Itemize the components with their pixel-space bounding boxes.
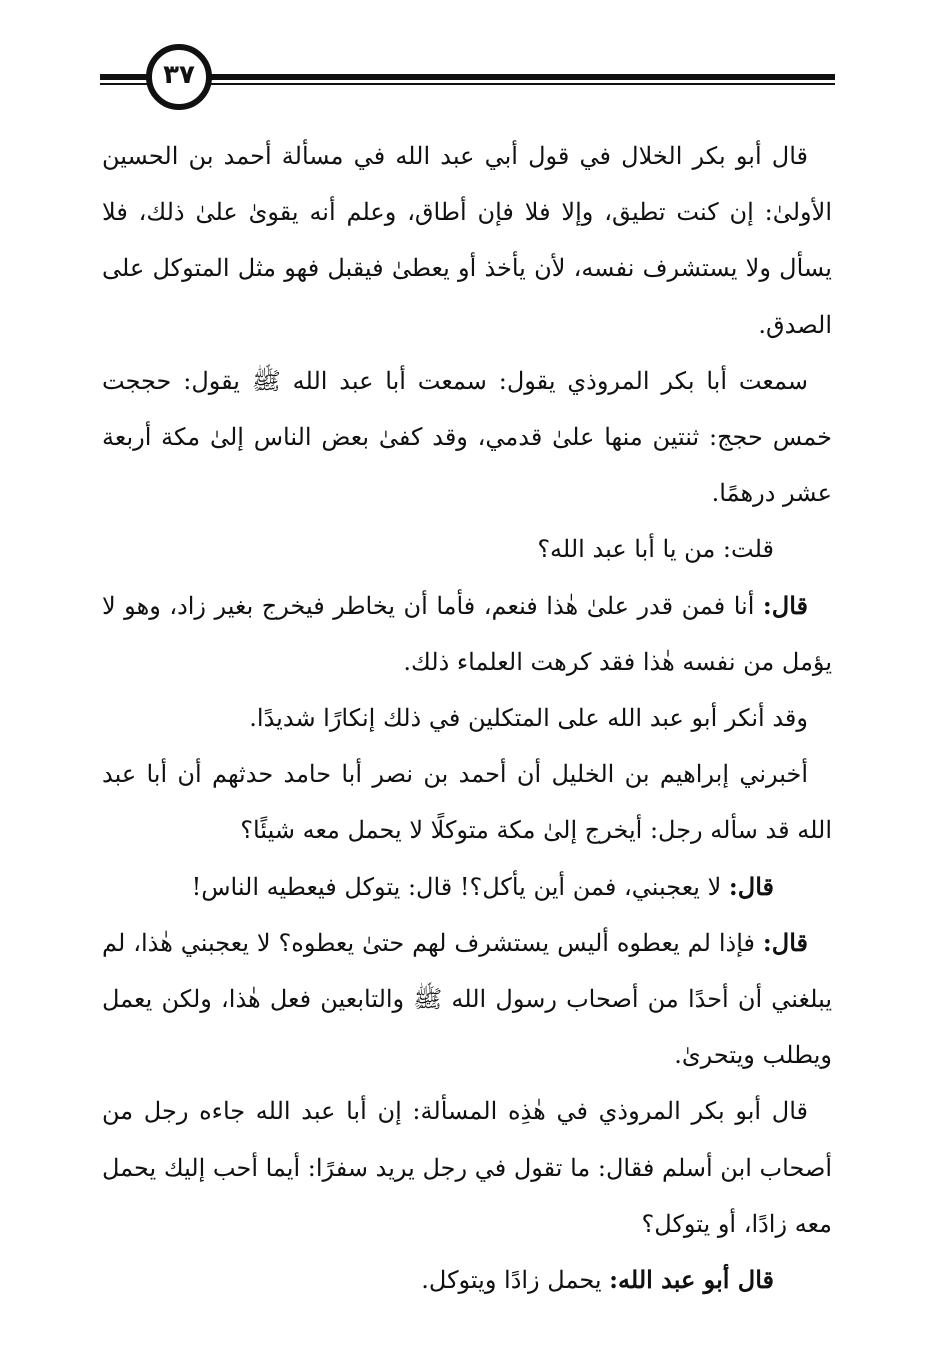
paragraph-text: فإذا لم يعطوه أليس يستشرف لهم حتىٰ يعطوه؟ لا يعجبني هٰذا، لم يبلغني أن أحدًا من أصحاب رسول الله ﷺ والتابعين فعل هٰذا، ولكن يعمل ويطلب ويتحرىٰ. <box>102 928 832 1070</box>
paragraph-lead: قال أبو عبد الله: <box>609 1265 774 1295</box>
paragraph <box>102 859 832 915</box>
page-number-circle <box>146 44 212 110</box>
paragraph <box>102 128 832 353</box>
paragraph-text: وقد أنكر أبو عبد الله على المتكلين في ذلك إنكارًا شديدًا. <box>249 704 808 733</box>
paragraph <box>102 1083 832 1252</box>
paragraph-text: أخبرني إبراهيم بن الخليل أن أحمد بن نصر أبا حامد حدثهم أن أبا عبد الله قد سأله رجل: أيخرج إلىٰ مكة متوكلًا لا يحمل معه شيئًا؟ <box>102 760 832 845</box>
paragraph-text: قال أبو بكر المروذي في هٰذِه المسألة: إن أبا عبد الله جاءه رجل من أصحاب ابن أسلم فقال: ما تقول في رجل يريد سفرًا: أيما أحب إليك يحمل معه زادًا، أو يتوكل؟ <box>101 1097 832 1238</box>
paragraph <box>102 915 832 1084</box>
paragraph-lead: قال: <box>762 590 808 620</box>
paragraph <box>102 690 832 746</box>
page-header <box>100 44 835 124</box>
paragraph-text: أنا فمن قدر علىٰ هٰذا فنعم، فأما أن يخاطر فيخرج بغير زاد، وهو لا يؤمل من نفسه هٰذا فقد كرهت العلماء ذلك. <box>102 591 832 676</box>
paragraph-text: قال أبو بكر الخلال في قول أبي عبد الله في مسألة أحمد بن الحسين الأولىٰ: إن كنت تطيق، وإلا فلا فإن أطاق، وعلم أنه يقوىٰ علىٰ ذلك، فلا يسأل ولا يستشرف نفسه، لأن يأخذ أو يعطىٰ فيقبل فهو مثل المتوكل على الصدق. <box>102 142 832 339</box>
paragraph-lead: قال: <box>762 927 808 957</box>
paragraph-text: سمعت أبا بكر المروذي يقول: سمعت أبا عبد الله ﷺ يقول: حججت خمس حجج: ثنتين منها علىٰ قدمي، وقد كفىٰ بعض الناس إلىٰ مكة أربعة عشر درهمًا. <box>102 366 832 508</box>
paragraph <box>102 1252 832 1308</box>
paragraph <box>102 746 832 858</box>
paragraph <box>102 578 832 690</box>
paragraph-lead: قال: <box>728 871 774 901</box>
paragraph <box>102 353 832 522</box>
paragraph <box>102 521 832 577</box>
page-body <box>102 128 832 1308</box>
paragraph-text: لا يعجبني، فمن أين يأكل؟! قال: يتوكل فيعطيه الناس! <box>191 872 729 901</box>
paragraph-text: قلت: من يا أبا عبد الله؟ <box>537 535 774 564</box>
paragraph-text: يحمل زادًا ويتوكل. <box>421 1266 610 1295</box>
page-number: ٣٧ <box>163 60 195 90</box>
